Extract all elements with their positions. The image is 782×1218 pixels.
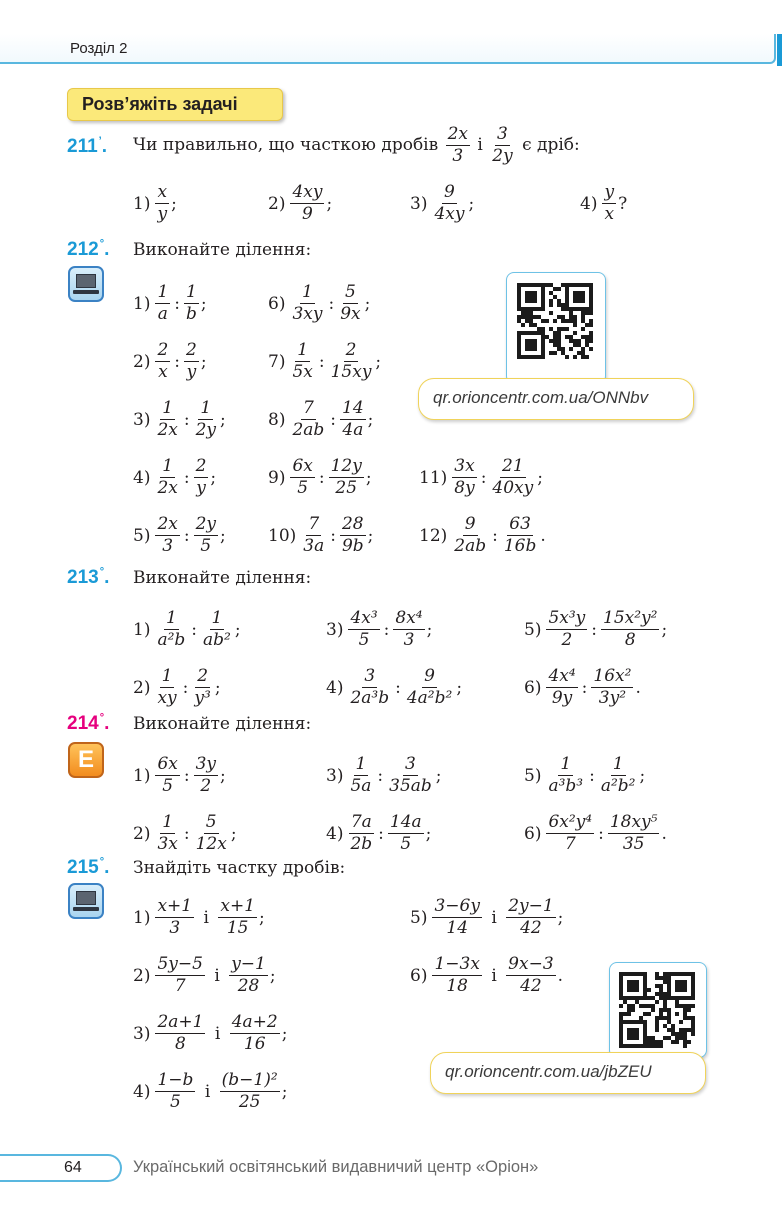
punctuation: ; (364, 293, 371, 314)
division-sign: : (378, 823, 384, 844)
task-215-exercise-4 (133, 1070, 287, 1113)
task-214-title: Виконайте ділення: (133, 714, 312, 734)
punctuation: ; (210, 467, 217, 488)
fraction-divisor: 8x⁴ 3 (395, 608, 423, 650)
division-sign: : (330, 409, 337, 430)
punctuation: ; (234, 619, 241, 640)
punctuation: ; (220, 765, 226, 786)
task-212-exercise-12 (419, 514, 546, 557)
task-214-number: 214°. (67, 712, 110, 734)
punctuation: ; (214, 677, 221, 698)
task-212-exercise-2 (133, 340, 207, 383)
task-213-exercise-3 (326, 608, 432, 651)
fraction-dividend: 1 a (157, 282, 169, 324)
fraction-dividend: 7 2ab (292, 398, 325, 440)
task-213-exercise-5 (524, 608, 667, 651)
fraction-divisor: 3 35ab (389, 754, 432, 796)
punctuation: ; (200, 293, 207, 314)
fraction-dividend: 6x²y⁴ 7 (548, 812, 593, 854)
fraction-dividend: 1 2x (157, 398, 178, 440)
exercise-label: 5) (133, 525, 151, 546)
tasks-banner: Розв’яжіть задачі (67, 88, 283, 121)
fraction-divisor: 2 15xy (330, 340, 372, 382)
conjunction: і (491, 965, 497, 986)
task-212-exercise-3 (133, 398, 226, 441)
task-212-exercise-4 (133, 456, 216, 499)
division-sign: : (183, 525, 190, 546)
punctuation: ; (365, 467, 372, 488)
division-sign: : (183, 467, 190, 488)
exercise-label: 1) (133, 619, 151, 640)
fraction-dividend: 5x³y 2 (548, 608, 586, 650)
task-211-option-3: 3) 9 4xy ; (410, 182, 475, 224)
division-sign: : (395, 677, 401, 698)
qr-code-icon[interactable] (619, 972, 695, 1048)
task-213-exercise-6 (524, 666, 641, 709)
page-number: 64 (0, 1154, 122, 1182)
task-213-exercise-1 (133, 608, 241, 651)
punctuation: ; (661, 619, 668, 640)
punctuation: ; (220, 409, 226, 430)
fraction-dividend: 1 xy (157, 666, 177, 708)
fraction-divisor: 1 b (186, 282, 197, 324)
conjunction: і (491, 907, 497, 928)
task-215-exercise-6 (410, 954, 563, 997)
fraction-divisor: 2 y³ (194, 666, 211, 708)
fraction-dividend: 1 5a (350, 754, 372, 796)
fraction-dividend: 7a 2b (350, 812, 373, 854)
fraction-divisor: 63 16b (503, 514, 537, 556)
exercise-label: 6) (524, 677, 542, 698)
qr-code-card[interactable] (506, 272, 606, 384)
division-sign: : (174, 293, 181, 314)
division-sign: : (182, 677, 189, 698)
fraction-divisor: 3y 2 (195, 754, 217, 796)
fraction-dividend: 1−3x 18 (434, 954, 480, 996)
task-213-title: Виконайте ділення: (133, 568, 312, 588)
punctuation: . (540, 525, 546, 546)
conjunction: і (204, 1081, 211, 1102)
punctuation: ; (367, 525, 374, 546)
exercise-label: 12) (419, 525, 448, 546)
task-214-exercise-3 (326, 754, 442, 797)
task-212-exercise-8 (268, 398, 373, 441)
fraction-dividend: 3−6y 14 (434, 896, 480, 938)
task-215-exercise-5 (410, 896, 563, 939)
exercise-label: 6) (524, 823, 542, 844)
fraction-dividend: 3 2a³b (350, 666, 390, 708)
division-sign: : (589, 765, 595, 786)
page-header (0, 34, 782, 66)
fraction-divisor: 2 y (195, 456, 207, 498)
exercise-label: 1) (133, 293, 151, 314)
task-212-exercise-10 (268, 514, 373, 557)
fraction-dividend: 4x³ 5 (350, 608, 378, 650)
fraction-divisor: 1 a²b² (600, 754, 636, 796)
punctuation: ; (281, 1081, 288, 1102)
division-sign: : (591, 619, 598, 640)
punctuation: ; (425, 823, 432, 844)
division-sign: : (598, 823, 604, 844)
exercise-label: 3) (133, 1023, 151, 1044)
computer-icon (68, 266, 104, 302)
fraction-divisor: 15x²y² 8 (603, 608, 658, 650)
fraction-divisor: 2y 5 (195, 514, 217, 556)
exercise-label: 3) (133, 409, 151, 430)
exercise-label: 5) (410, 907, 428, 928)
punctuation: ; (259, 907, 265, 928)
fraction-divisor: 14a 5 (389, 812, 422, 854)
fraction-divisor: 28 9b (341, 514, 364, 556)
fraction-divisor: 16x² 3y² (593, 666, 632, 708)
qr-code-card[interactable] (609, 962, 707, 1058)
fraction: 3 2y (492, 123, 513, 166)
exercise-label: 5) (524, 619, 542, 640)
exercise-label: 1) (133, 907, 151, 928)
fraction-dividend: 6x 5 (157, 754, 178, 796)
task-215-title: Знайдіть частку дробів: (133, 858, 346, 878)
qr-link[interactable]: qr.orioncentr.com.ua/jbZEU (430, 1052, 706, 1094)
punctuation: ; (220, 525, 226, 546)
header-edge-marker (777, 34, 782, 66)
conjunction: і (214, 1023, 221, 1044)
task-212-exercise-5 (133, 514, 226, 557)
punctuation: ; (281, 1023, 288, 1044)
fraction-dividend: 1 5x (292, 340, 313, 382)
fraction-dividend: 1 a³b³ (548, 754, 584, 796)
exercise-label: 3) (326, 619, 344, 640)
fraction-dividend: 4x⁴ 9y (548, 666, 576, 708)
publisher-name: Український освітянський видавничий центр «Оріон» (133, 1158, 539, 1176)
computer-icon (68, 883, 104, 919)
task-214-exercise-6 (524, 812, 667, 855)
exercise-label: 1) (133, 765, 151, 786)
task-212-title: Виконайте ділення: (133, 240, 312, 260)
fraction-divisor: 9x−3 42 (508, 954, 554, 996)
exercise-label: 2) (133, 965, 151, 986)
division-sign: : (318, 351, 325, 372)
exercise-label: 11) (419, 467, 448, 488)
division-sign: : (183, 409, 190, 430)
task-213-exercise-4 (326, 666, 462, 709)
task-212-exercise-1 (133, 282, 207, 325)
division-sign: : (328, 293, 335, 314)
task-214-exercise-1 (133, 754, 226, 797)
exercise-label: 9) (268, 467, 286, 488)
punctuation: ; (375, 351, 382, 372)
fraction-dividend: 9 2ab (454, 514, 487, 556)
division-sign: : (377, 765, 384, 786)
fraction-divisor: y−1 28 (231, 954, 266, 996)
fraction-divisor: (b−1)² 25 (221, 1070, 278, 1112)
task-215-exercise-2 (133, 954, 276, 997)
fraction-dividend: 2x 3 (157, 514, 178, 556)
fraction-divisor: x+1 15 (220, 896, 256, 938)
task-212-exercise-9 (268, 456, 372, 499)
division-sign: : (183, 765, 190, 786)
task-213-exercise-2 (133, 666, 221, 709)
fraction-dividend: 7 3a (303, 514, 325, 556)
fraction-divisor: 1 ab² (203, 608, 231, 650)
punctuation: . (635, 677, 641, 698)
punctuation: ; (200, 351, 207, 372)
exercise-label: 2) (133, 351, 151, 372)
division-sign: : (318, 467, 325, 488)
task-212-exercise-7 (268, 340, 381, 383)
division-sign: : (492, 525, 498, 546)
task-214-exercise-2 (133, 812, 237, 855)
task-215-exercise-1 (133, 896, 265, 939)
punctuation: ; (456, 677, 463, 698)
task-211-option-2: 2) 4xy 9 ; (268, 182, 333, 224)
fraction-divisor: 5 9x (340, 282, 361, 324)
punctuation: . (661, 823, 667, 844)
punctuation: ; (557, 907, 564, 928)
division-sign: : (383, 619, 390, 640)
exercise-label: 3) (326, 765, 344, 786)
fraction-dividend: 1−b 5 (157, 1070, 194, 1112)
task-211-option-4: 4) y x ? (580, 182, 628, 224)
punctuation: ; (426, 619, 433, 640)
conjunction: і (214, 965, 220, 986)
task-214-exercise-5 (524, 754, 645, 797)
task-213-number: 213°. (67, 566, 110, 588)
punctuation: . (557, 965, 564, 986)
exercise-label: 10) (268, 525, 297, 546)
fraction-dividend: x+1 3 (157, 896, 193, 938)
exercise-label: 4) (133, 1081, 151, 1102)
fraction-dividend: 2 x (157, 340, 169, 382)
task-215-number: 215°. (67, 856, 110, 878)
division-sign: : (183, 823, 190, 844)
fraction-divisor: 14 4a (342, 398, 364, 440)
division-sign: : (581, 677, 588, 698)
punctuation: ; (435, 765, 442, 786)
fraction-divisor: 12y 25 (330, 456, 362, 498)
fraction-dividend: 1 3xy (292, 282, 323, 324)
fraction-divisor: 9 4a²b² (406, 666, 453, 708)
task-214-exercise-4 (326, 812, 431, 855)
task-212-exercise-6 (268, 282, 370, 325)
task-211-number: 211’. (67, 135, 107, 157)
exercise-label: 5) (524, 765, 542, 786)
task-215-exercise-3 (133, 1012, 287, 1055)
fraction-divisor: 4a+2 16 (231, 1012, 278, 1054)
exercise-label: 2) (133, 677, 151, 698)
fraction-divisor: 5 12x (195, 812, 227, 854)
punctuation: ; (537, 467, 543, 488)
electronic-task-icon: E (68, 742, 104, 778)
fraction-dividend: 1 3x (157, 812, 178, 854)
task-211-question: Чи правильно, що часткою дробів 2x 3 і 3 2y є дріб: (133, 123, 580, 166)
fraction-dividend: 3x 8y (454, 456, 475, 498)
fraction-divisor: 2 y (186, 340, 197, 382)
fraction-divisor: 18xy⁵ 35 (609, 812, 658, 854)
fraction-dividend: 1 a²b (157, 608, 186, 650)
task-212-number: 212°. (67, 238, 110, 260)
exercise-label: 6) (410, 965, 428, 986)
qr-code-icon[interactable] (517, 283, 593, 359)
fraction: 2x 3 (447, 123, 468, 166)
division-sign: : (174, 351, 181, 372)
punctuation: ; (367, 409, 374, 430)
task-211-option-1: 1) x y ; (133, 182, 177, 224)
division-sign: : (191, 619, 198, 640)
section-label: Розділ 2 (70, 40, 128, 57)
conjunction: і (203, 907, 209, 928)
qr-link[interactable]: qr.orioncentr.com.ua/ONNbv (418, 378, 694, 420)
fraction-dividend: 5y−5 7 (157, 954, 203, 996)
fraction-divisor: 2y−1 42 (508, 896, 554, 938)
task-212-exercise-11 (419, 456, 543, 499)
exercise-label: 4) (133, 467, 151, 488)
punctuation: ; (269, 965, 276, 986)
exercise-label: 8) (268, 409, 286, 430)
fraction-divisor: 1 2y (195, 398, 217, 440)
fraction-dividend: 1 2x (157, 456, 178, 498)
punctuation: ; (230, 823, 237, 844)
fraction-dividend: 6x 5 (292, 456, 313, 498)
punctuation: ; (639, 765, 646, 786)
exercise-label: 4) (326, 823, 344, 844)
fraction-dividend: 2a+1 8 (157, 1012, 204, 1054)
division-sign: : (480, 467, 487, 488)
fraction-divisor: 21 40xy (492, 456, 534, 498)
exercise-label: 2) (133, 823, 151, 844)
exercise-label: 4) (326, 677, 344, 698)
exercise-label: 6) (268, 293, 286, 314)
exercise-label: 7) (268, 351, 286, 372)
division-sign: : (330, 525, 336, 546)
